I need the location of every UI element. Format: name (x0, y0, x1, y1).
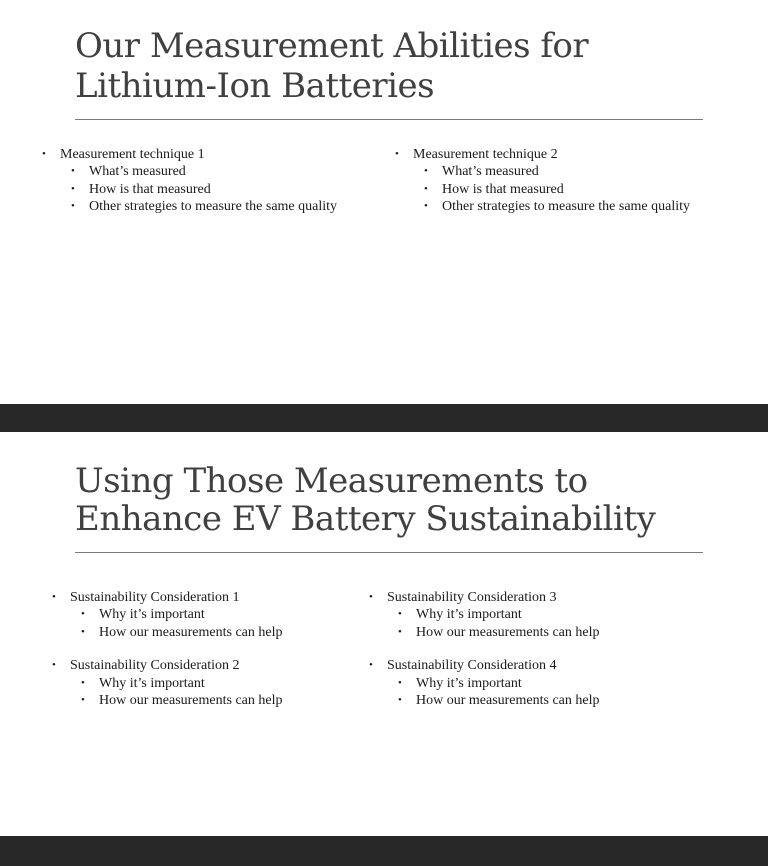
technique-2-column (395, 146, 690, 216)
slide-measurement-abilities[interactable] (0, 0, 768, 404)
title-divider (75, 552, 703, 553)
sub-bullet-other-strategies: • Other strategies to measure the same quality (395, 198, 690, 215)
slide-title-line2: Enhance EV Battery Sustainability (75, 499, 656, 539)
technique-1-column (42, 146, 337, 216)
slide-title (75, 26, 715, 106)
sub-bullet-why-important: • Why it’s important (52, 606, 283, 623)
bullet-consideration-2: • Sustainability Consideration 2 (52, 657, 283, 674)
bullet-consideration-1: • Sustainability Consideration 1 (52, 589, 283, 606)
sub-bullet-how-help: • How our measurements can help (369, 692, 600, 709)
considerations-left-column (52, 589, 283, 709)
sub-bullet-whats-measured: • What’s measured (42, 163, 337, 180)
slide-title (75, 462, 715, 538)
sub-bullet-how-help: • How our measurements can help (369, 624, 600, 641)
sub-bullet-how-measured: • How is that measured (42, 181, 337, 198)
bullet-technique-1: • Measurement technique 1 (42, 146, 337, 163)
slide-separator (0, 404, 768, 432)
sub-bullet-how-help: • How our measurements can help (52, 624, 283, 641)
sub-bullet-why-important: • Why it’s important (369, 606, 600, 623)
slide-title-line1: Using Those Measurements to (75, 461, 588, 501)
title-divider (75, 119, 703, 120)
sub-bullet-other-strategies: • Other strategies to measure the same quality (42, 198, 337, 215)
slide-title-line1: Our Measurement Abilities for (75, 26, 589, 66)
bullet-consideration-3: • Sustainability Consideration 3 (369, 589, 600, 606)
slide-separator (0, 836, 768, 866)
bullet-consideration-4: • Sustainability Consideration 4 (369, 657, 600, 674)
sub-bullet-how-help: • How our measurements can help (52, 692, 283, 709)
sub-bullet-whats-measured: • What’s measured (395, 163, 690, 180)
slide-title-line2: Lithium-Ion Batteries (75, 66, 435, 106)
considerations-right-column (369, 589, 600, 709)
sub-bullet-how-measured: • How is that measured (395, 181, 690, 198)
sub-bullet-why-important: • Why it’s important (369, 675, 600, 692)
sub-bullet-why-important: • Why it’s important (52, 675, 283, 692)
bullet-technique-2: • Measurement technique 2 (395, 146, 690, 163)
